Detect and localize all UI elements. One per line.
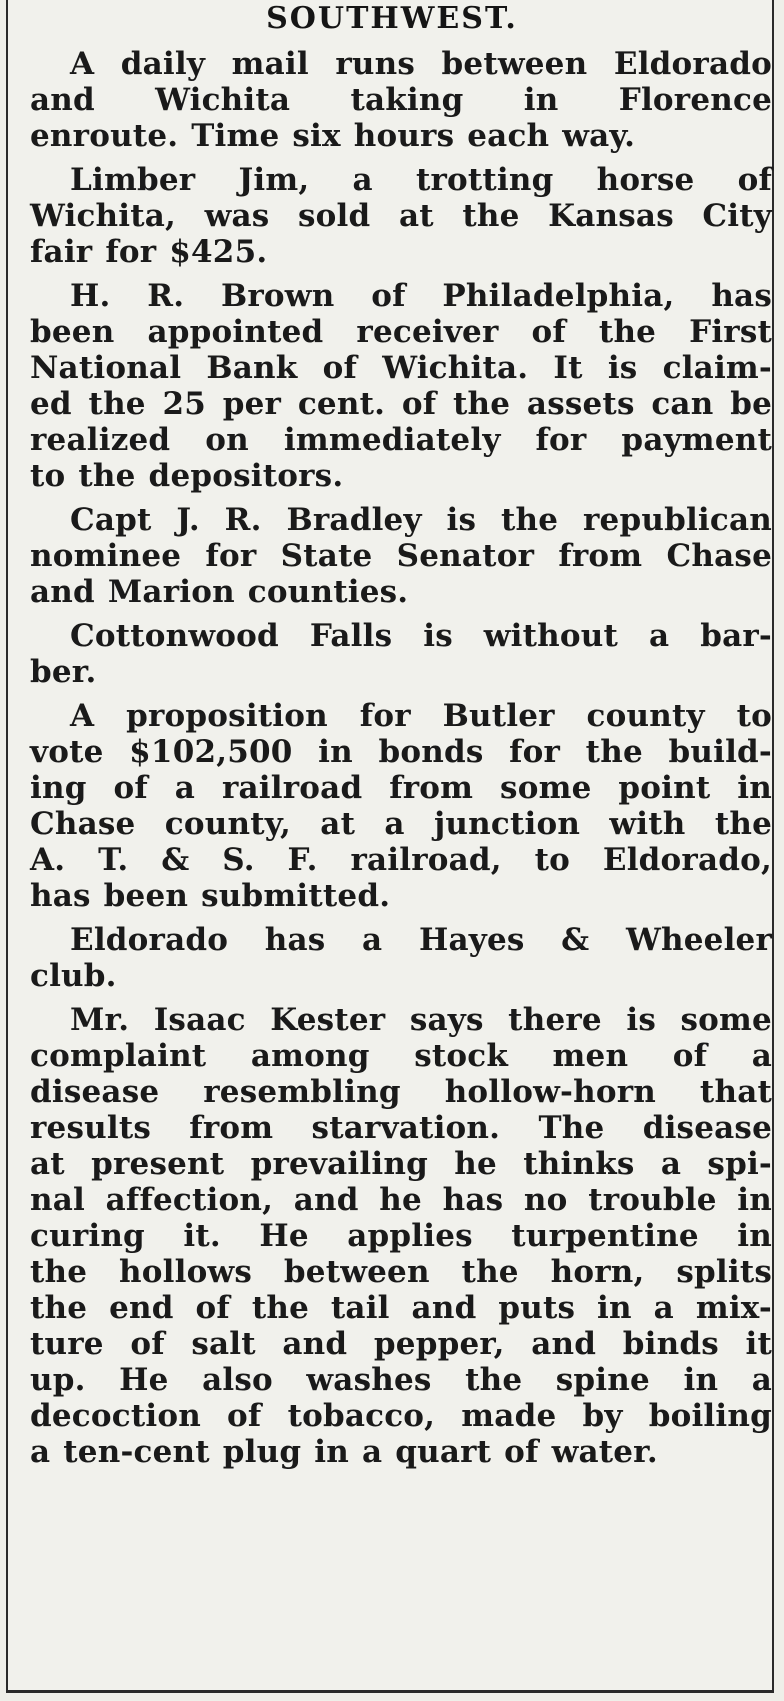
text-line: Chase county, at a junction with the — [30, 806, 772, 842]
text-line: a ten-cent plug in a quart of water. — [30, 1434, 658, 1470]
news-item — [30, 698, 772, 914]
text-line: to the depositors. — [30, 458, 344, 494]
text-line: Cottonwood Falls is without a bar- — [70, 618, 772, 654]
text-line: up. He also washes the spine in a — [30, 1362, 772, 1398]
text-line: curing it. He applies turpentine in — [30, 1218, 772, 1254]
text-line: Capt J. R. Bradley is the republican — [70, 502, 772, 538]
text-line: Mr. Isaac Kester says there is some — [70, 1002, 772, 1038]
text-line: A daily mail runs between Eldorado — [70, 46, 772, 82]
news-item — [30, 278, 772, 494]
article-body — [30, 46, 772, 1478]
text-line: A proposition for Butler county to — [70, 698, 772, 734]
newspaper-column — [6, 0, 774, 1692]
text-line: enroute. Time six hours each way. — [30, 118, 636, 154]
text-line: nominee for State Senator from Chase — [30, 538, 772, 574]
news-item — [30, 162, 772, 270]
text-line: H. R. Brown of Philadelphia, has — [70, 278, 772, 314]
news-item — [30, 502, 772, 610]
text-line: ing of a railroad from some point in — [30, 770, 772, 806]
text-line: and Marion counties. — [30, 574, 409, 610]
text-line: Eldorado has a Hayes & Wheeler — [70, 922, 772, 958]
text-line: realized on immediately for payment — [30, 422, 772, 458]
text-line: ture of salt and pepper, and binds it — [30, 1326, 772, 1362]
text-line: ed the 25 per cent. of the assets can be — [30, 386, 772, 422]
text-line: A. T. & S. F. railroad, to Eldorado, — [30, 842, 772, 878]
text-line: club. — [30, 958, 117, 994]
text-line: vote $102,500 in bonds for the build- — [30, 734, 772, 770]
text-line: the end of the tail and puts in a mix- — [30, 1290, 772, 1326]
text-line: fair for $425. — [30, 234, 268, 270]
text-line: National Bank of Wichita. It is claim- — [30, 350, 772, 386]
headline: SOUTHWEST. — [266, 1, 518, 36]
text-line: nal affection, and he has no trouble in — [30, 1182, 772, 1218]
news-item — [30, 1002, 772, 1470]
text-line: results from starvation. The disease — [30, 1110, 772, 1146]
text-line: Limber Jim, a trotting horse of — [70, 162, 772, 198]
text-line: Wichita, was sold at the Kansas City — [30, 198, 772, 234]
news-item — [30, 46, 772, 154]
news-item — [30, 618, 772, 690]
text-line: at present prevailing he thinks a spi- — [30, 1146, 772, 1182]
text-line: has been submitted. — [30, 878, 391, 914]
text-line: ber. — [30, 654, 97, 690]
bottom-rule — [6, 1690, 774, 1693]
text-line: and Wichita taking in Florence — [30, 82, 772, 118]
text-line: complaint among stock men of a — [30, 1038, 772, 1074]
text-line: decoction of tobacco, made by boiling — [30, 1398, 772, 1434]
text-line: the hollows between the horn, splits — [30, 1254, 772, 1290]
text-line: disease resembling hollow-horn that — [30, 1074, 772, 1110]
news-item — [30, 922, 772, 994]
text-line: been appointed receiver of the First — [30, 314, 772, 350]
